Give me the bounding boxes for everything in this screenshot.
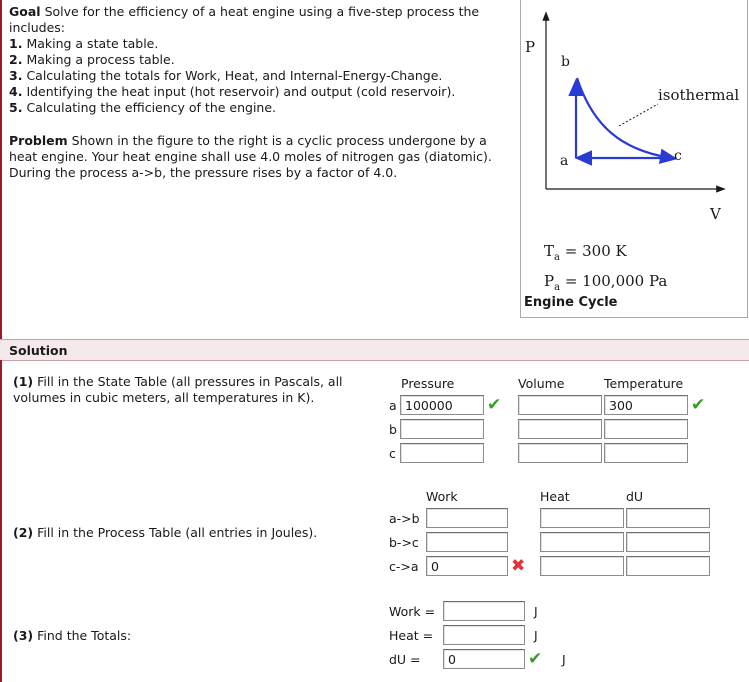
col-volume-header: Volume xyxy=(518,376,565,391)
col-work-header: Work xyxy=(426,489,458,504)
left-accent-rule xyxy=(0,0,2,340)
process-bc-work-input[interactable] xyxy=(426,532,508,552)
row-bc-label: b->c xyxy=(389,535,419,550)
solution-accent-rule xyxy=(0,360,2,682)
total-du-label: dU = xyxy=(389,652,421,667)
row-c-label: c xyxy=(389,446,396,461)
process-bc-du-input[interactable] xyxy=(626,532,710,552)
total-du-input[interactable] xyxy=(443,649,525,669)
goal-text: Solve for the efficiency of a heat engine using a five-step process the includes: xyxy=(9,4,480,35)
problem-text: Shown in the figure to the right is a cyclic process undergone by a heat engine. Your heat engine shall use 4.0 moles of nitrogen gas (diatomic). During the process a->b, the pressure rises by a factor of 4.0. xyxy=(9,133,492,180)
step-item: 3. Calculating the totals for Work, Heat, and Internal-Energy-Change. xyxy=(9,68,443,83)
process-ab-du-input[interactable] xyxy=(626,508,710,528)
totals-description: (3) Find the Totals: xyxy=(13,628,132,643)
total-work-label: Work = xyxy=(389,604,436,619)
state-c-volume-input[interactable] xyxy=(518,443,602,463)
total-heat-unit: J xyxy=(534,628,538,643)
state-b-temperature-input[interactable] xyxy=(604,419,688,439)
state-b-pressure-input[interactable] xyxy=(400,419,484,439)
step-item: 4. Identifying the heat input (hot reservoir) and output (cold reservoir). xyxy=(9,84,456,99)
row-ca-label: c->a xyxy=(389,559,419,574)
figure-panel xyxy=(520,0,748,318)
process-ca-du-input[interactable] xyxy=(626,556,710,576)
process-table-description: (2) Fill in the Process Table (all entries in Joules). xyxy=(13,525,318,540)
total-du-unit: J xyxy=(562,652,566,667)
total-work-unit: J xyxy=(534,604,538,619)
row-a-label: a xyxy=(389,398,397,413)
col-temperature-header: Temperature xyxy=(604,376,684,391)
goal-label: Goal xyxy=(9,4,41,19)
state-b-volume-input[interactable] xyxy=(518,419,602,439)
isothermal-pointer xyxy=(619,104,658,126)
figure-caption: Engine Cycle xyxy=(524,295,618,310)
process-ab-work-input[interactable] xyxy=(426,508,508,528)
process-ca-heat-input[interactable] xyxy=(540,556,624,576)
correct-check-icon: ✔ xyxy=(487,395,502,415)
state-a-pressure-input[interactable] xyxy=(400,395,484,415)
incorrect-cross-icon: ✖ xyxy=(511,556,526,576)
state-a-temperature-input[interactable] xyxy=(604,395,688,415)
process-ab-heat-input[interactable] xyxy=(540,508,624,528)
total-heat-label: Heat = xyxy=(389,628,434,643)
solution-title: Solution xyxy=(9,343,68,358)
step-item: 5. Calculating the efficiency of the engine. xyxy=(9,100,277,115)
state-c-temperature-input[interactable] xyxy=(604,443,688,463)
problem-section xyxy=(9,133,509,181)
col-pressure-header: Pressure xyxy=(401,376,455,391)
point-b-label: b xyxy=(561,54,570,70)
col-du-header: dU xyxy=(626,489,644,504)
ta-given: $T_a = 300$ K xyxy=(544,242,627,263)
v-axis-label: V xyxy=(710,205,721,223)
correct-check-icon: ✔ xyxy=(691,395,706,415)
process-ca-work-input[interactable] xyxy=(426,556,508,576)
pv-diagram xyxy=(521,0,747,317)
process-bc-heat-input[interactable] xyxy=(540,532,624,552)
state-a-volume-input[interactable] xyxy=(518,395,602,415)
step-item: 2. Making a process table. xyxy=(9,52,175,67)
point-c-label: c xyxy=(674,148,682,164)
goal-section xyxy=(9,4,509,116)
step-item: 1. Making a state table. xyxy=(9,36,159,51)
total-work-input[interactable] xyxy=(443,601,525,621)
state-table-description: (1) Fill in the State Table (all pressures in Pascals, all volumes in cubic meters, all temperatures in K). xyxy=(13,374,343,405)
state-c-pressure-input[interactable] xyxy=(400,443,484,463)
p-axis-label: P xyxy=(525,38,536,56)
isothermal-label: isothermal xyxy=(658,86,740,104)
col-heat-header: Heat xyxy=(540,489,570,504)
problem-label: Problem xyxy=(9,133,68,148)
total-heat-input[interactable] xyxy=(443,625,525,645)
correct-check-icon: ✔ xyxy=(528,649,543,669)
row-b-label: b xyxy=(389,422,397,437)
pa-given: $P_a = 100,000$ Pa xyxy=(544,272,668,293)
process-bc-curve xyxy=(577,78,671,158)
point-a-label: a xyxy=(560,153,569,169)
row-ab-label: a->b xyxy=(389,511,420,526)
solution-header-band xyxy=(0,339,749,361)
